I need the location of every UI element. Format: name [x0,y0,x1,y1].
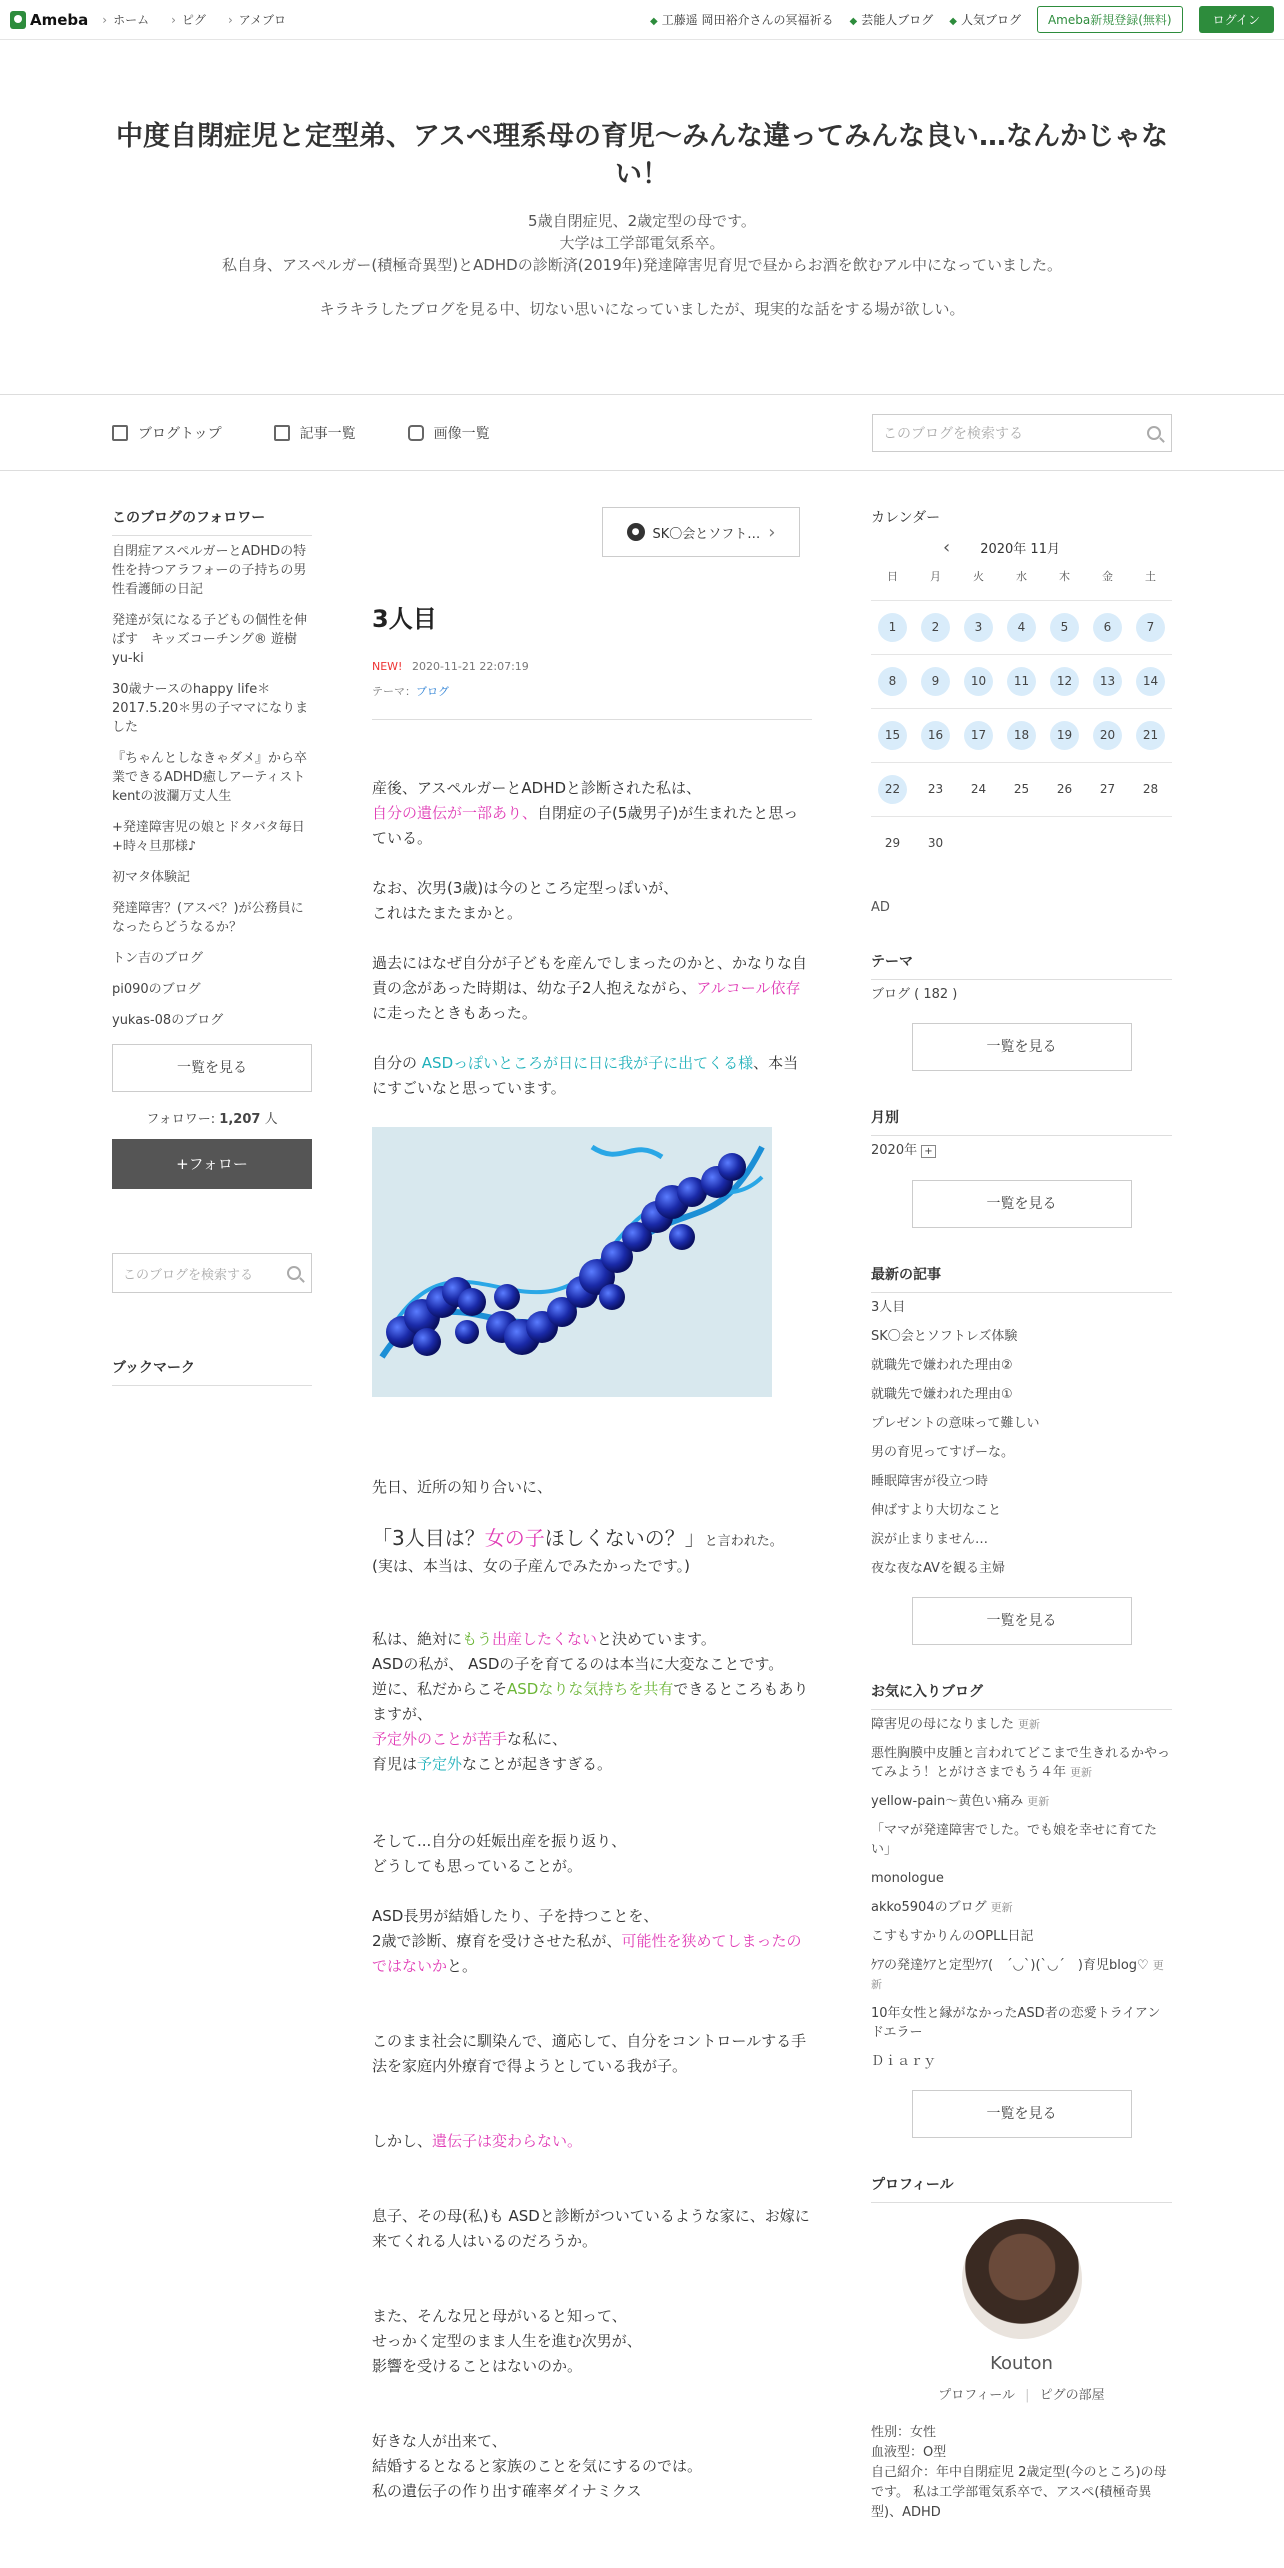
follower-count-value: 1,207 [219,1112,261,1127]
calendar-divider [871,600,1172,601]
article-theme [372,683,812,720]
calendar-day[interactable]: 22 [878,775,907,804]
monthly-title: 月別 [871,1107,1172,1136]
login-button[interactable]: ログイン [1199,6,1274,33]
paragraph: また、そんな兄と母がいると知って、 せっかく定型のまま人生を進む次男が、 影響を受けることはないのか。 [372,2307,642,2375]
calendar-day: 29 [884,836,901,850]
quote: 「3人目は？女の子ほしくないの？」と言われた。 [372,1526,783,1550]
theme-see-all-button[interactable]: 一覧を見る [912,1023,1132,1071]
calendar-day[interactable]: 5 [1050,613,1079,642]
weekday: 木 [1059,570,1070,583]
entry-list-link[interactable] [274,423,356,443]
calendar-day[interactable]: 14 [1136,667,1165,696]
avatar[interactable] [962,2219,1082,2339]
paragraph: 好きな人が出来て、 結婚するとなると家族のことを気にするのでは。 私の遺伝子の作り出す確率ダイナミクス [372,2432,703,2500]
calendar-day[interactable]: 9 [921,667,950,696]
blog-top-link[interactable] [112,423,222,443]
calendar-month: 2020年 11月 [980,542,1060,557]
paragraph: しかし、遺伝子は変わらない。 [372,2132,583,2150]
calendar-day: 24 [970,782,987,796]
favorite-item[interactable]: 「ママが発達障害でした。でも娘を幸せに育てたい」 [871,1823,1158,1857]
article-image[interactable] [372,1127,772,1397]
favorite-item[interactable]: 障害児の母になりました 更新 [871,1717,1041,1732]
followers-see-all-button[interactable]: 一覧を見る [112,1044,312,1092]
article [372,507,812,2504]
follower-item[interactable]: yukas-08のブログ [112,1013,224,1028]
theme-label: テーマ： [372,685,416,698]
recent-item[interactable]: 3人目 [871,1300,906,1315]
calendar-day[interactable]: 15 [878,721,907,750]
camera-icon [408,425,424,441]
search-icon[interactable] [287,1266,301,1280]
chevron-right-icon: › [768,521,776,543]
calendar-day[interactable]: 18 [1007,721,1036,750]
ad-label: AD [871,900,890,915]
theme-item[interactable]: ブログ ( 182 ) [871,987,958,1002]
divider: | [1025,2388,1030,2403]
weekday: 水 [1016,570,1027,583]
blog-search-placeholder: このブログを検索する [883,425,1023,442]
favorite-item[interactable]: 悪性胸膜中皮腫と言われてどこまで生きれるかやってみよう！とがけさまでもう４年 更新 [871,1746,1171,1780]
calendar-divider [871,816,1172,817]
calendar-day[interactable]: 6 [1093,613,1122,642]
calendar-day[interactable]: 20 [1093,721,1122,750]
calendar-divider [871,654,1172,655]
calendar-header [871,537,1172,558]
follower-count-label: フォロワー: [146,1112,216,1127]
global-header [0,0,1284,40]
highlight-line: 育児は予定外なことが起きすぎる。 [372,1755,613,1773]
image-list-label: 画像一覧 [433,425,490,442]
follower-item[interactable]: 30歳ナースのhappy life＊2017.5.20＊男の子ママになりました [112,682,309,735]
calendar-day[interactable]: 3 [964,613,993,642]
monthly-item[interactable]: 2020年 + [871,1136,1172,1166]
theme-section-title: テーマ [871,951,1172,980]
calendar-day[interactable]: 10 [964,667,993,696]
calendar-day: 28 [1142,782,1159,796]
paragraph: 先日、近所の知り合いに、 [372,1478,553,1496]
paragraph: このまま社会に馴染んで、適応して、自分をコントロールする手法を家庭内外療育で得ようとしている我が子。 [372,2032,807,2075]
follower-item[interactable]: 発達障害？(アスペ？)が公務員になったらどうなるか？ [112,901,304,935]
paragraph: ASD長男が結婚したり、子を持つことを、 2歳で診断、療育を受けさせた私が、可能性を狭めてしまったのではないかと。 [372,1907,802,1975]
image-list-link[interactable] [408,423,490,443]
follower-item[interactable]: 発達が気になる子どもの個性を伸ばす キッズコーチング® 遊樹 yu-ki [112,613,308,666]
weekday: 月 [930,570,941,583]
recent-item[interactable]: 就職先で嫌われた理由② [871,1358,1013,1373]
calendar-day[interactable]: 12 [1050,667,1079,696]
sidebar-search-input[interactable] [112,1253,312,1293]
calendar-day: 30 [927,836,944,850]
blog-top-label: ブログトップ [138,425,222,442]
calendar-day: 26 [1056,782,1073,796]
follower-item[interactable]: 自閉症アスペルガーとADHDの特性を持つアラフォーの子持ちの男性看護師の日記 [112,544,307,597]
calendar-day: 25 [1013,782,1030,796]
profile-intro: 自己紹介：年中自閉症児 2歳定型(今のところ)の母です。 私は工学部電気系卒で、アスペ(積極奇異型)、ADHD [871,2465,1167,2520]
calendar-day[interactable]: 19 [1050,721,1079,750]
ameba-logo-text: Ameba [30,10,89,29]
profile-links [871,2384,1172,2403]
favorite-item[interactable]: yellow-pain〜黄色い痛み 更新 [871,1794,1050,1809]
bookmark-title: ブックマーク [112,1357,312,1386]
global-nav [102,11,286,28]
celebrity-blog-link[interactable]: ◆ 芸能人ブログ [850,11,934,28]
prev-article-link[interactable] [602,507,800,557]
favorite-item[interactable]: こすもすかりんのOPLL日記 [871,1929,1034,1944]
monthly-section [871,1107,1172,1228]
favorite-title: お気に入りブログ [871,1681,1172,1710]
paragraph: 過去にはなぜ自分が子どもを産んでしまったのかと、かなりな自責の念があった時期は、幼な子2人抱えながら、アルコール依存に走ったときもあった。 [372,954,808,1022]
calendar-day[interactable]: 21 [1136,721,1165,750]
expand-icon[interactable]: + [921,1145,935,1158]
pigg-room-link[interactable]: ピグの部屋 [1039,2388,1105,2403]
follower-item[interactable]: +発達障害児の娘とドタバタ毎日+時々旦那様♪ [112,820,305,854]
profile-info [871,2423,1172,2523]
article-body [372,776,812,2504]
dna-illustration [372,1127,772,1397]
blog-header [0,40,1284,395]
theme-link[interactable]: ブログ [416,685,449,698]
register-button[interactable]: Ameba新規登録(無料) [1037,6,1183,33]
followers-title: このブログのフォロワー [112,507,312,536]
article-date: 2020-11-21 22:07:19 [411,660,529,673]
calendar-grid [871,568,1172,858]
document-icon [112,425,128,441]
favorite-see-all-button[interactable]: 一覧を見る [912,2090,1132,2138]
favorite-section [871,1681,1172,2138]
paragraph: 産後、アスペルガーとADHDと診断された私は、 自分の遺伝が一部あり、自閉症の子(5歳男子)が生まれたと思っている。 [372,779,799,847]
follower-item[interactable]: pi090のブログ [112,982,201,997]
paragraph: なお、次男(3歳)は今のところ定型っぽいが、 これはたまたまかと。 [372,879,679,922]
sidebar-search-placeholder: このブログを検索する [123,1267,254,1283]
recent-item[interactable]: プレゼントの意味って難しい [871,1416,1040,1431]
paragraph: 自分の ASDっぽいところが日に日に我が子に出てくる様、本当にすごいなと思っています。 [372,1054,799,1097]
paragraph: そして...自分の妊娠出産を振り返り、 どうしても思っていることが。 [372,1832,627,1875]
calendar-day[interactable]: 16 [921,721,950,750]
weekday: 金 [1102,570,1113,583]
article-title[interactable]: 3人目 [372,605,437,633]
left-sidebar [112,507,312,1386]
blog-subnav [0,395,1284,471]
chevron-left-icon[interactable]: ‹ [943,537,951,558]
paragraph: 私は、絶対にもう出産したくないと決めています。 ASDの私が、 ASDの子を育てるのは本当に大変なことです。 逆に、私だからこそASDなりな気持ちを共有できるところもありますが、 [372,1630,809,1723]
follower-item[interactable]: 『ちゃんとしなきゃダメ』から卒業できるADHD癒しアーティストkentの波瀾万丈人生 [112,751,308,804]
entry-list-label: 記事一覧 [299,425,356,442]
calendar-day[interactable]: 17 [964,721,993,750]
calendar-day[interactable]: 11 [1007,667,1036,696]
follower-item[interactable]: トン吉のブログ [112,951,204,966]
follow-button[interactable]: +フォロー [112,1139,312,1189]
profile-name[interactable]: Kouton [990,2353,1053,2374]
favorite-list [871,1710,1172,2076]
calendar-day[interactable]: 8 [878,667,907,696]
calendar-day[interactable]: 13 [1093,667,1122,696]
calendar-day: 27 [1099,782,1116,796]
article-meta [372,660,812,673]
calendar-day[interactable]: 7 [1136,613,1165,642]
weekday: 火 [973,570,984,583]
recent-item[interactable]: 就職先で嫌われた理由① [871,1387,1013,1402]
favorite-item[interactable]: 10年女性と縁がなかったASD者の恋愛トライアンドエラー [871,2006,1161,2040]
nav-ameblo[interactable]: › アメブロ [228,11,286,28]
blog-description: 5歳自閉症児、2歳定型の母です。 大学は工学部電気系卒。 私自身、アスペルガー(積極奇異型)とADHDの診断済(2019年)発達障害児育児で昼からお酒を飲むアル中になっていました。 キラキラしたブログを見る中、切ない思いになっていましたが、現実的な話をする場が欲しい。 [221,212,1063,318]
highlight-line: 予定外のことが苦手な私に、 [372,1730,568,1748]
new-badge: NEW! [372,660,403,673]
follower-item[interactable]: 初マタ体験記 [112,870,191,885]
recent-item[interactable]: 男の育児ってすげーな。 [871,1445,1015,1460]
quote-note: (実は、本当は、女の子産んでみたかったです。) [372,1557,691,1575]
trend-link[interactable]: ◆ 工藤遥 岡田裕介さんの冥福祈る [650,11,834,28]
follower-count-unit: 人 [264,1112,278,1127]
prev-article-title: SK〇会とソフト… [652,526,761,542]
recent-item[interactable]: 睡眠障害が役立つ時 [871,1474,989,1489]
nav-pigg[interactable]: › ピグ [171,11,206,28]
weekday: 日 [887,570,898,583]
recent-item[interactable]: 伸ばすより大切なこと [871,1503,1002,1518]
calendar-divider [871,762,1172,763]
follower-count [112,1108,312,1127]
calendar-day[interactable]: 4 [1007,613,1036,642]
article-thumb-icon: ● [627,523,645,541]
paragraph: 息子、その母(私)も ASDと診断がついているような家に、お嫁に来てくれる人はいるのだろうか。 [372,2207,810,2250]
copy-icon [274,425,290,441]
ameba-logo[interactable] [10,11,88,29]
calendar-day[interactable]: 2 [921,613,950,642]
right-sidebar [871,507,1172,2523]
favorite-item[interactable]: ｹｱの発達ｹｱと定型ｹｱ( ´◡`)(`◡´ )育児blog♡ 更新 [871,1958,1164,1991]
profile-blood: 血液型：O型 [871,2445,947,2460]
recent-see-all-button[interactable]: 一覧を見る [912,1597,1132,1645]
profile-title: プロフィール [871,2174,1172,2203]
nav-home[interactable]: › ホーム [102,11,149,28]
weekday: 土 [1145,570,1156,583]
calendar-day[interactable]: 1 [878,613,907,642]
popular-blog-link[interactable]: ◆ 人気ブログ [949,11,1021,28]
favorite-item[interactable]: Ｄｉａｒｙ [871,2054,937,2069]
blog-title[interactable]: 中度自閉症児と定型弟、アスペ理系母の育児〜みんな違ってみんな良い…なんかじゃない！ [116,121,1168,190]
recent-section [871,1264,1172,1645]
monthly-see-all-button[interactable]: 一覧を見る [912,1180,1132,1228]
blog-search-input[interactable] [872,414,1172,452]
profile-section [871,2174,1172,2523]
recent-item[interactable]: SK〇会とソフトレズ体験 [871,1329,1018,1344]
recent-title: 最新の記事 [871,1264,1172,1293]
favorite-item[interactable]: monologue [871,1871,944,1886]
ameba-logo-icon [10,11,26,29]
profile-link[interactable]: プロフィール [938,2388,1015,2403]
recent-item[interactable]: 夜な夜なAVを観る主婦 [871,1561,1005,1576]
header-right [650,6,1274,33]
recent-item[interactable]: 涙が止まりません… [871,1532,989,1547]
calendar-day: 23 [927,782,944,796]
recent-list [871,1293,1172,1583]
favorite-item[interactable]: akko5904のブログ 更新 [871,1900,1013,1915]
follower-list [112,536,312,1036]
calendar-title: カレンダー [871,510,941,526]
profile-gender: 性別：女性 [871,2425,937,2440]
calendar-divider [871,708,1172,709]
theme-section [871,951,1172,1071]
search-icon[interactable] [1147,426,1161,440]
